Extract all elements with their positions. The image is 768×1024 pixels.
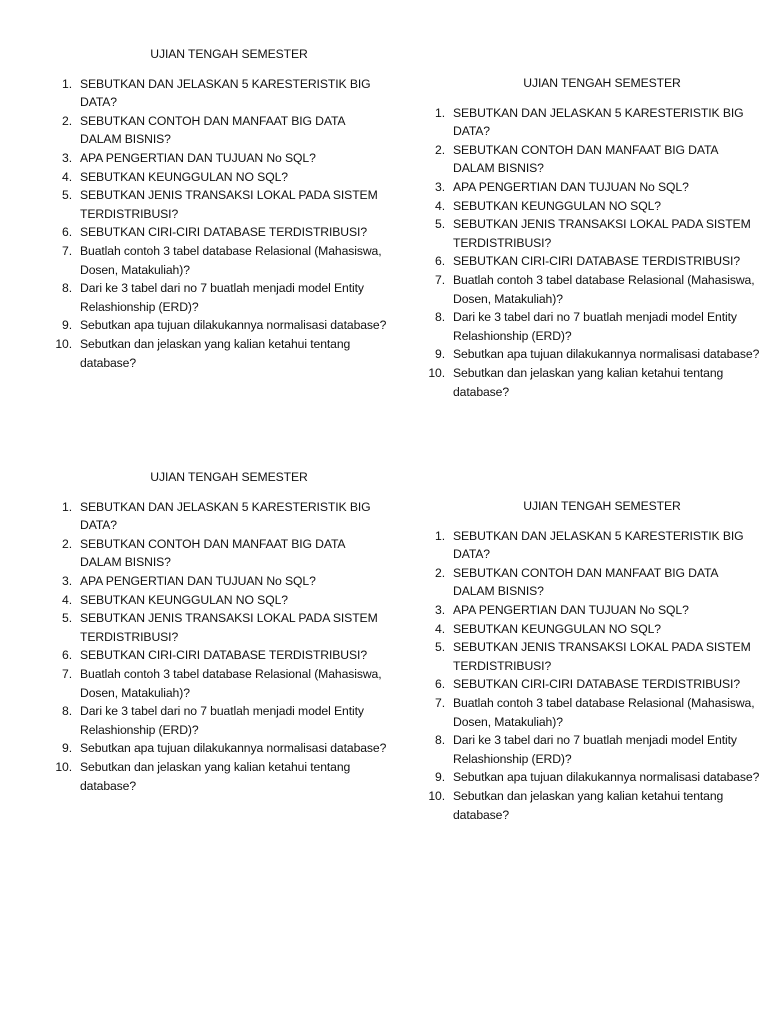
question-text: SEBUTKAN CONTOH DAN MANFAAT BIG DATA DALAM BISNIS?: [80, 536, 345, 570]
question-text: Sebutkan apa tujuan dilakukannya normalisasi database?: [453, 347, 760, 362]
exam-block-top-left: [48, 45, 388, 372]
question-number: 8.: [62, 281, 72, 296]
question-text: SEBUTKAN DAN JELASKAN 5 KARESTERISTIK BIG DATA?: [453, 528, 744, 562]
question-number: 8.: [435, 733, 445, 748]
question-item-10: [48, 335, 388, 372]
question-number: 4.: [62, 592, 72, 607]
question-number: 9.: [435, 347, 445, 362]
question-number: 3.: [62, 573, 72, 588]
question-item-10: [421, 787, 761, 824]
question-number: 3.: [435, 602, 445, 617]
question-text: SEBUTKAN CONTOH DAN MANFAAT BIG DATA DALAM BISNIS?: [80, 113, 345, 147]
question-number: 2.: [62, 536, 72, 551]
question-number: 9.: [435, 770, 445, 785]
question-item-4: [421, 197, 761, 216]
question-number: 4.: [435, 198, 445, 213]
question-item-9: [421, 345, 761, 364]
question-text: Buatlah contoh 3 tabel database Relasional (Mahasiswa, Dosen, Matakuliah)?: [453, 695, 755, 729]
question-item-10: [48, 758, 388, 795]
question-item-5: [48, 186, 388, 223]
question-text: Sebutkan dan jelaskan yang kalian ketahui tentang database?: [453, 788, 724, 822]
question-item-1: [421, 527, 761, 564]
question-item-6: [421, 252, 761, 271]
question-item-8: [421, 308, 761, 345]
question-number: 10.: [428, 788, 445, 803]
question-item-3: [48, 149, 388, 168]
question-list: [48, 75, 388, 373]
question-number: 6.: [435, 254, 445, 269]
question-number: 10.: [55, 759, 72, 774]
question-item-7: [48, 665, 388, 702]
question-number: 5.: [435, 217, 445, 232]
question-number: 8.: [62, 704, 72, 719]
question-item-4: [421, 620, 761, 639]
question-item-2: [421, 564, 761, 601]
question-item-7: [48, 242, 388, 279]
question-item-9: [421, 768, 761, 787]
question-item-3: [48, 572, 388, 591]
question-text: Sebutkan dan jelaskan yang kalian ketahui tentang database?: [453, 365, 724, 399]
question-text: SEBUTKAN CONTOH DAN MANFAAT BIG DATA DALAM BISNIS?: [453, 142, 718, 176]
exam-title: UJIAN TENGAH SEMESTER: [150, 47, 308, 61]
question-number: 4.: [62, 169, 72, 184]
question-text: Dari ke 3 tabel dari no 7 buatlah menjadi model Entity Relashionship (ERD)?: [80, 281, 364, 314]
question-item-9: [48, 739, 388, 758]
question-item-2: [421, 141, 761, 178]
question-text: SEBUTKAN DAN JELASKAN 5 KARESTERISTIK BIG DATA?: [80, 499, 371, 533]
question-text: SEBUTKAN JENIS TRANSAKSI LOKAL PADA SISTEM TERDISTRIBUSI?: [453, 640, 751, 673]
question-item-6: [48, 223, 388, 242]
exam-title: UJIAN TENGAH SEMESTER: [523, 76, 681, 90]
question-number: 3.: [435, 179, 445, 194]
question-text: SEBUTKAN DAN JELASKAN 5 KARESTERISTIK BIG DATA?: [80, 76, 371, 110]
question-number: 4.: [435, 621, 445, 636]
exam-block-top-right: [421, 74, 761, 401]
question-list: [421, 104, 761, 402]
question-number: 2.: [435, 142, 445, 157]
question-text: SEBUTKAN CIRI-CIRI DATABASE TERDISTRIBUSI?: [80, 225, 367, 240]
question-text: SEBUTKAN JENIS TRANSAKSI LOKAL PADA SISTEM TERDISTRIBUSI?: [80, 188, 378, 221]
question-number: 7.: [62, 666, 72, 681]
exam-block-bottom-left: [48, 468, 388, 795]
question-number: 1.: [435, 528, 445, 543]
question-number: 7.: [435, 695, 445, 710]
question-number: 6.: [435, 677, 445, 692]
question-item-1: [48, 498, 388, 535]
question-item-6: [48, 646, 388, 665]
question-text: Dari ke 3 tabel dari no 7 buatlah menjadi model Entity Relashionship (ERD)?: [453, 733, 737, 766]
question-text: SEBUTKAN CIRI-CIRI DATABASE TERDISTRIBUSI?: [80, 648, 367, 663]
exam-title: UJIAN TENGAH SEMESTER: [523, 499, 681, 513]
question-item-8: [48, 279, 388, 316]
question-item-5: [48, 609, 388, 646]
question-item-1: [48, 75, 388, 112]
question-item-5: [421, 638, 761, 675]
question-item-8: [421, 731, 761, 768]
question-text: SEBUTKAN CONTOH DAN MANFAAT BIG DATA DALAM BISNIS?: [453, 565, 718, 599]
exam-title: UJIAN TENGAH SEMESTER: [150, 470, 308, 484]
question-text: SEBUTKAN JENIS TRANSAKSI LOKAL PADA SISTEM TERDISTRIBUSI?: [453, 217, 751, 250]
question-text: SEBUTKAN KEUNGGULAN NO SQL?: [80, 592, 288, 607]
question-number: 5.: [435, 640, 445, 655]
question-text: APA PENGERTIAN DAN TUJUAN No SQL?: [80, 150, 316, 165]
question-number: 1.: [435, 105, 445, 120]
question-number: 9.: [62, 318, 72, 333]
question-number: 1.: [62, 499, 72, 514]
question-number: 10.: [428, 365, 445, 380]
question-text: APA PENGERTIAN DAN TUJUAN No SQL?: [80, 573, 316, 588]
question-text: Buatlah contoh 3 tabel database Relasional (Mahasiswa, Dosen, Matakuliah)?: [453, 272, 755, 306]
question-item-3: [421, 178, 761, 197]
question-number: 7.: [62, 243, 72, 258]
question-item-9: [48, 316, 388, 335]
question-item-7: [421, 271, 761, 308]
question-item-4: [48, 591, 388, 610]
question-number: 5.: [62, 611, 72, 626]
question-number: 9.: [62, 741, 72, 756]
question-text: SEBUTKAN KEUNGGULAN NO SQL?: [453, 198, 661, 213]
question-number: 8.: [435, 310, 445, 325]
question-number: 3.: [62, 150, 72, 165]
question-text: Buatlah contoh 3 tabel database Relasional (Mahasiswa, Dosen, Matakuliah)?: [80, 666, 382, 700]
question-text: Buatlah contoh 3 tabel database Relasional (Mahasiswa, Dosen, Matakuliah)?: [80, 243, 382, 277]
question-text: APA PENGERTIAN DAN TUJUAN No SQL?: [453, 179, 689, 194]
question-text: Sebutkan apa tujuan dilakukannya normalisasi database?: [80, 318, 387, 333]
question-number: 6.: [62, 648, 72, 663]
question-text: SEBUTKAN KEUNGGULAN NO SQL?: [453, 621, 661, 636]
question-item-4: [48, 168, 388, 187]
question-text: Dari ke 3 tabel dari no 7 buatlah menjadi model Entity Relashionship (ERD)?: [453, 310, 737, 343]
question-text: SEBUTKAN KEUNGGULAN NO SQL?: [80, 169, 288, 184]
question-item-8: [48, 702, 388, 739]
question-number: 10.: [55, 336, 72, 351]
question-list: [48, 498, 388, 796]
question-item-2: [48, 112, 388, 149]
question-text: Sebutkan apa tujuan dilakukannya normalisasi database?: [453, 770, 760, 785]
question-item-1: [421, 104, 761, 141]
question-number: 5.: [62, 188, 72, 203]
question-text: Sebutkan dan jelaskan yang kalian ketahui tentang database?: [80, 759, 351, 793]
question-text: Sebutkan apa tujuan dilakukannya normalisasi database?: [80, 741, 387, 756]
question-text: Dari ke 3 tabel dari no 7 buatlah menjadi model Entity Relashionship (ERD)?: [80, 704, 364, 737]
question-number: 2.: [62, 113, 72, 128]
question-item-2: [48, 535, 388, 572]
question-text: Sebutkan dan jelaskan yang kalian ketahui tentang database?: [80, 336, 351, 370]
question-item-6: [421, 675, 761, 694]
exam-block-bottom-right: [421, 497, 761, 824]
question-item-5: [421, 215, 761, 252]
question-text: SEBUTKAN CIRI-CIRI DATABASE TERDISTRIBUSI?: [453, 254, 740, 269]
question-item-3: [421, 601, 761, 620]
question-number: 6.: [62, 225, 72, 240]
question-item-7: [421, 694, 761, 731]
question-text: SEBUTKAN JENIS TRANSAKSI LOKAL PADA SISTEM TERDISTRIBUSI?: [80, 611, 378, 644]
question-text: APA PENGERTIAN DAN TUJUAN No SQL?: [453, 602, 689, 617]
question-item-10: [421, 364, 761, 401]
question-list: [421, 527, 761, 825]
question-text: SEBUTKAN DAN JELASKAN 5 KARESTERISTIK BIG DATA?: [453, 105, 744, 139]
question-number: 1.: [62, 76, 72, 91]
question-number: 7.: [435, 272, 445, 287]
question-number: 2.: [435, 565, 445, 580]
question-text: SEBUTKAN CIRI-CIRI DATABASE TERDISTRIBUSI?: [453, 677, 740, 692]
